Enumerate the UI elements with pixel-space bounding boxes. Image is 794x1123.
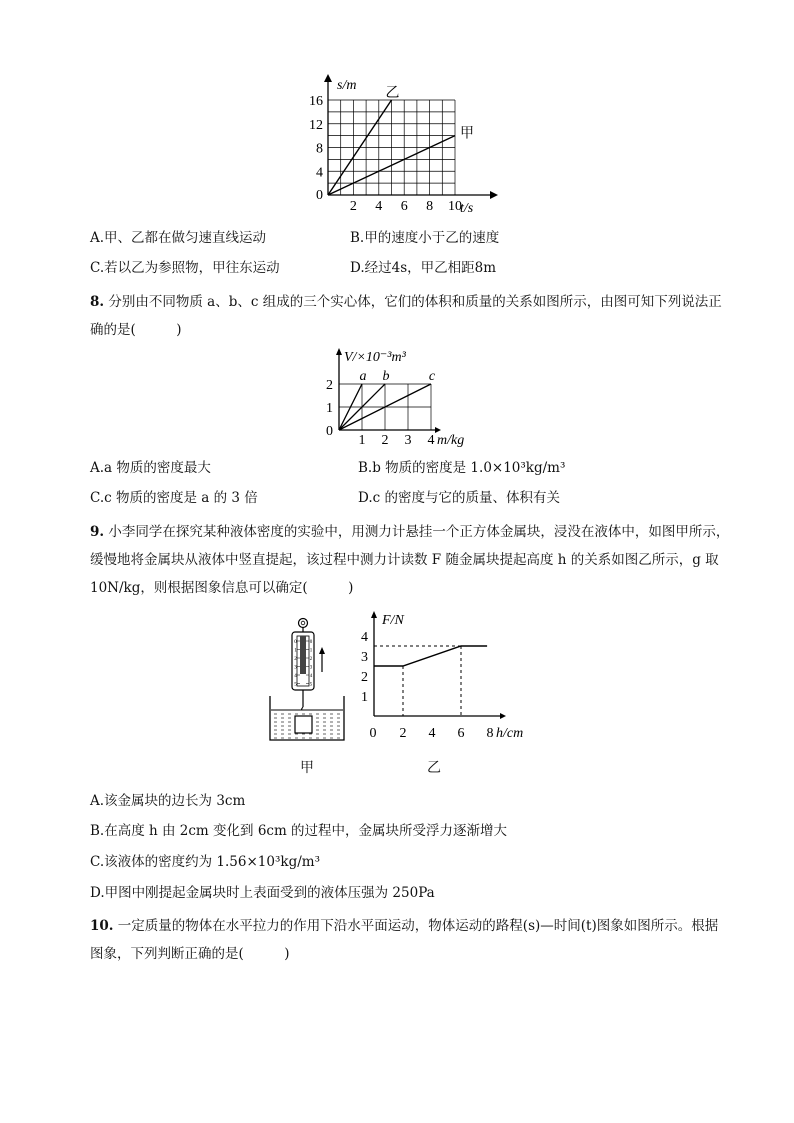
- series-label-jia: 甲: [460, 126, 474, 142]
- scale-number: 3: [309, 665, 313, 671]
- y-axis-arrow: [324, 74, 332, 82]
- x-tick-label: 2: [381, 433, 389, 448]
- scale-number: 4: [309, 674, 313, 679]
- q10-stem: [90, 912, 730, 968]
- y-tick-label: 12: [309, 117, 323, 133]
- y-tick-label: 4: [361, 630, 368, 645]
- origin-label: 0: [369, 726, 377, 741]
- spring: [300, 636, 306, 674]
- q9-option-d[interactable]: D.甲图中刚提起金属块时上表面受到的液体压强为 250Pa: [90, 885, 435, 901]
- y-tick-label: 16: [309, 94, 323, 109]
- caption-jia: 甲: [300, 760, 314, 776]
- y-axis-arrow: [336, 348, 342, 355]
- q10-number: 10.: [90, 918, 114, 934]
- x-axis-label: h/cm: [496, 726, 524, 741]
- scale-number: 4: [294, 674, 297, 679]
- hook-ring: [299, 619, 308, 628]
- scale-number: 0: [309, 640, 313, 645]
- y-tick-label: 3: [361, 650, 368, 665]
- x-tick-label: 8: [426, 199, 434, 214]
- x-tick-label: 6: [400, 199, 408, 214]
- q8-stem: [90, 288, 730, 344]
- q9-option-b[interactable]: B.在高度 h 由 2cm 变化到 6cm 的过程中，金属块所受浮力逐渐增大: [90, 823, 508, 839]
- series-label-a: a: [359, 369, 367, 384]
- y-tick-label: 2: [361, 670, 368, 685]
- q10-text: 一定质量的物体在水平拉力的作用下沿水平面运动，物体运动的路程(s)—时间(t)图象如图所示。根据图象，下列判断正确的是( ): [90, 918, 719, 962]
- q7-st-chart: [300, 72, 500, 217]
- x-axis-arrow: [490, 191, 498, 199]
- y-axis-label: F/N: [382, 613, 404, 628]
- series-label-b: b: [382, 369, 390, 384]
- caption-yi: 乙: [427, 760, 441, 776]
- x-tick-label: 10: [448, 199, 462, 214]
- metal-block: [295, 716, 312, 733]
- x-tick-label: 8: [486, 726, 494, 741]
- x-tick-label: 6: [457, 726, 465, 741]
- q8-number: 8.: [90, 294, 105, 310]
- x-tick-label: 1: [358, 433, 366, 448]
- scale-number: 2: [294, 657, 297, 662]
- origin-label: 0: [326, 424, 333, 439]
- y-axis-arrow: [371, 611, 377, 618]
- q8-option-c[interactable]: C.c 物质的密度是 a 的 3 倍: [90, 490, 258, 506]
- q8-option-a[interactable]: A.a 物质的密度最大: [90, 460, 211, 476]
- q8-vm-chart: [322, 345, 482, 450]
- x-tick-label: 2: [399, 726, 407, 741]
- q7-option-d[interactable]: D.经过4s，甲乙相距8m: [350, 260, 497, 276]
- y-tick-label: 1: [326, 401, 333, 416]
- x-tick-label: 4: [375, 199, 383, 214]
- q7-option-a[interactable]: A.甲、乙都在做匀速直线运动: [90, 230, 267, 246]
- q8-option-b[interactable]: B.b 物质的密度是 1.0×10³kg/m³: [358, 460, 566, 476]
- y-tick-label: 4: [316, 165, 323, 181]
- q9-stem: [90, 518, 730, 602]
- series-label-c: c: [428, 369, 436, 384]
- scale-number: 1: [309, 648, 313, 654]
- scale-number: 3: [294, 665, 297, 671]
- q9-text: 小李同学在探究某种液体密度的实验中，用测力计悬挂一个正方体金属块，浸没在液体中，如图甲所示，缓慢地将金属块从液体中竖直提起，该过程中测力计读数 F 随金属块提起高度 h 的关系如图乙所示，g 取 10N/kg，则根据图象信息可以确定( ): [90, 524, 730, 596]
- x-axis-arrow: [500, 713, 506, 719]
- y-tick-label: 8: [316, 141, 323, 157]
- scale-number: 5: [294, 682, 297, 688]
- origin-label: 0: [316, 188, 323, 203]
- spring-scale-figure: [262, 614, 352, 744]
- scale-number: 1: [294, 648, 297, 654]
- x-axis-label: t/s: [460, 201, 474, 216]
- series-label-yi: 乙: [385, 86, 400, 101]
- q9-option-a[interactable]: A.该金属块的边长为 3cm: [90, 793, 246, 809]
- q9-option-c[interactable]: C.该液体的密度约为 1.56×10³kg/m³: [90, 854, 320, 870]
- scale-number: 5: [309, 682, 313, 688]
- x-tick-label: 4: [427, 433, 435, 448]
- x-tick-label: 3: [404, 433, 412, 448]
- q9-fh-chart: [360, 608, 540, 750]
- series-line-F: [374, 646, 487, 666]
- scale-number: 0: [294, 640, 297, 645]
- scale-number: 2: [309, 657, 313, 662]
- x-axis-label: m/kg: [437, 433, 465, 448]
- y-tick-label: 1: [361, 690, 368, 705]
- y-tick-label: 2: [326, 378, 333, 393]
- q9-number: 9.: [90, 524, 105, 540]
- y-axis-label: s/m: [337, 78, 357, 93]
- q7-option-b[interactable]: B.甲的速度小于乙的速度: [350, 230, 500, 246]
- y-axis-label: V/×10⁻³m³: [344, 350, 406, 365]
- x-tick-label: 2: [349, 199, 357, 214]
- q8-text: 分别由不同物质 a、b、c 组成的三个实心体，它们的体积和质量的关系如图所示，由图可知下列说法正确的是( ): [90, 294, 722, 338]
- q8-option-d[interactable]: D.c 的密度与它的质量、体积有关: [358, 490, 560, 506]
- q7-option-c[interactable]: C.若以乙为参照物，甲往东运动: [90, 260, 280, 276]
- x-tick-label: 4: [428, 726, 436, 741]
